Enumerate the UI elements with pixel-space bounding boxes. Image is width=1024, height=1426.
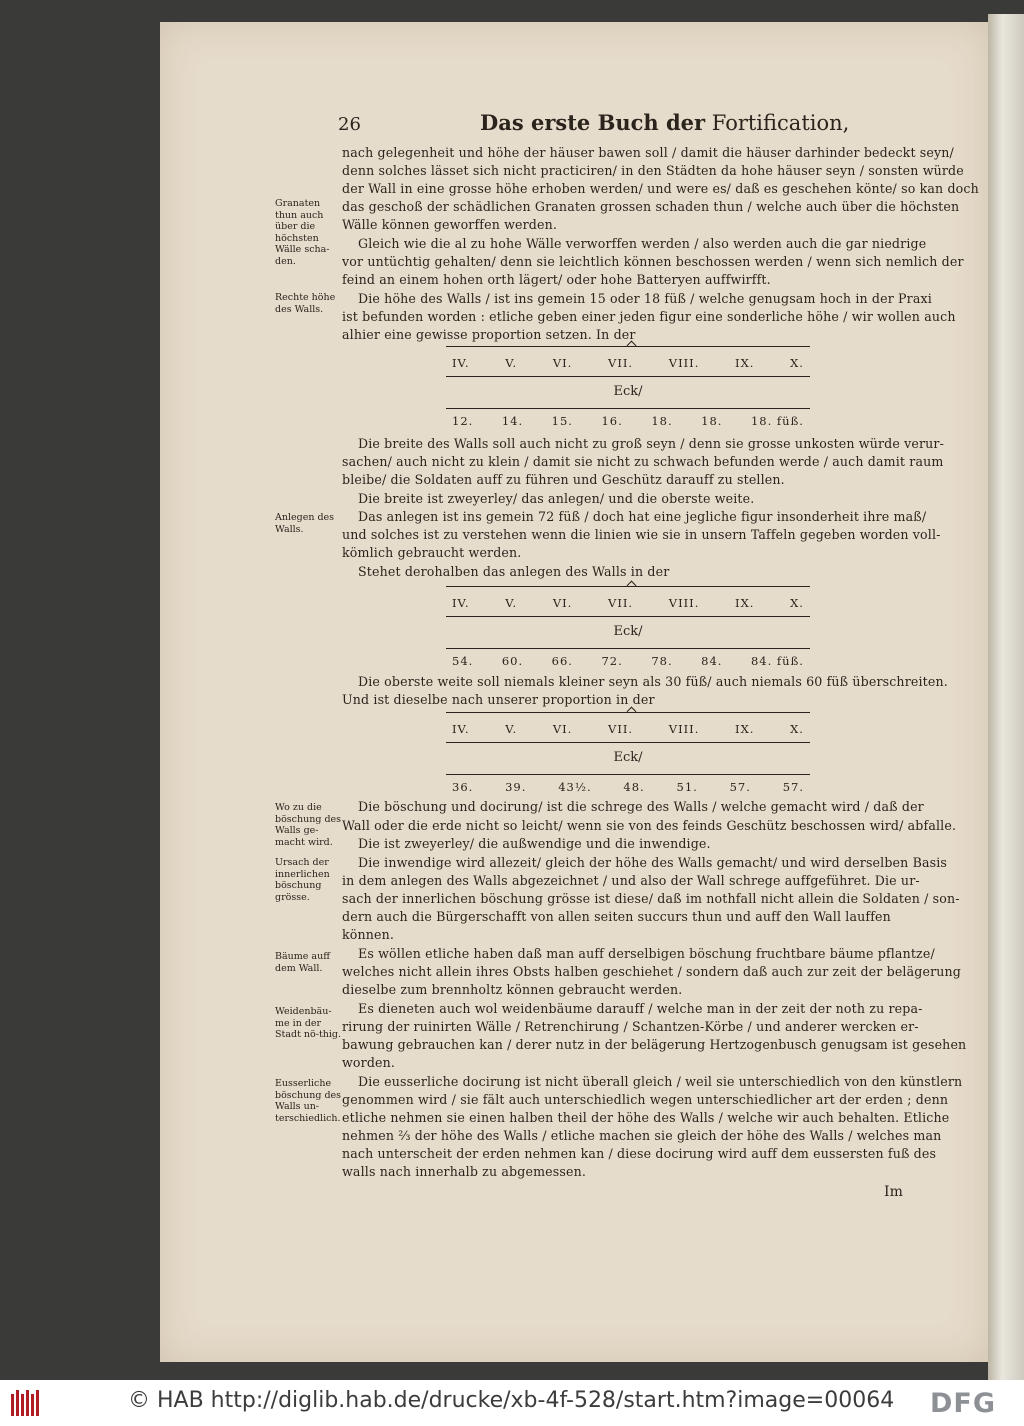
text-line: vor untüchtig gehalten/ denn sie leichtlich können beschossen werden / wenn sich nemlich der — [342, 254, 964, 269]
page-title — [480, 110, 849, 135]
text-line: walls nach innerhalb zu abgemessen. — [342, 1164, 587, 1179]
value-cell: 39. — [505, 780, 527, 794]
figure-label: VI. — [552, 722, 573, 736]
figure-label: V. — [505, 596, 518, 610]
value-cell: 60. — [501, 654, 524, 668]
text-line: Die breite des Walls soll auch nicht zu groß seyn / denn sie grosse unkosten würde verur- — [358, 436, 945, 451]
copyright-url[interactable]: © HAB http://diglib.hab.de/drucke/xb-4f-528/start.htm?image=00064 — [128, 1388, 895, 1413]
page-title-latin: Fortification, — [711, 111, 850, 135]
figure-label: IV. — [452, 596, 470, 610]
text-line: kömlich gebraucht werden. — [342, 545, 522, 560]
figure-label: V. — [505, 356, 518, 370]
text-line: bleibe/ die Soldaten auff zu führen und Geschütz darauff zu stellen. — [342, 472, 785, 487]
text-line: Die ist zweyerley/ die außwendige und die inwendige. — [358, 836, 711, 851]
table-wall-top-width — [446, 712, 810, 798]
brace — [446, 608, 810, 617]
text-line: nehmen ⅔ der höhe des Walls / etliche machen sie gleich der höhe des Walls / welches man — [342, 1128, 942, 1143]
figure-label: VI. — [552, 596, 573, 610]
value-cell: 51. — [676, 780, 698, 794]
margin-note: Weidenbäu-me in der Stadt nö-thig. — [275, 1006, 342, 1040]
text-line: Die breite ist zweyerley/ das anlegen/ und die oberste weite. — [358, 491, 755, 506]
text-line: bawung gebrauchen kan / derer nutz in der belägerung Hertzogenbusch genugsam ist gesehen — [342, 1037, 967, 1052]
margin-note: Anlegen des Walls. — [275, 512, 335, 535]
text-line: Das anlegen ist ins gemein 72 füß / doch hat eine jegliche figur insonderheit ihre maß/ — [358, 509, 927, 524]
text-line: und solches ist zu verstehen wenn die linien wie sie in unsern Taffeln gegeben worden voll- — [342, 527, 941, 542]
value-cell: 43½. — [558, 780, 592, 794]
figure-label: VIII. — [668, 722, 700, 736]
text-line: Es wöllen etliche haben daß man auff derselbigen böschung fruchtbare bäume pflantze/ — [358, 946, 935, 961]
footer-bar — [0, 1380, 1024, 1426]
value-cell: 12. — [452, 414, 474, 428]
margin-note: Granaten thun auch über die höchsten Wälle scha-den. — [275, 198, 330, 267]
brace — [446, 640, 810, 649]
value-cell: 66. — [551, 654, 573, 668]
value-row — [452, 780, 804, 794]
value-cell: 48. — [623, 780, 645, 794]
brace — [446, 712, 810, 721]
text-line: worden. — [342, 1055, 396, 1070]
table-wall-height — [446, 346, 810, 432]
margin-note: Bäume auff dem Wall. — [275, 951, 330, 974]
adjacent-page-edge — [988, 14, 1024, 1380]
margin-note: Rechte höhe des Walls. — [275, 292, 336, 315]
brace — [446, 346, 810, 355]
text-line: in dem anlegen des Walls abgezeichnet / und also der Wall schrege auffgeführet. Die ur- — [342, 873, 920, 888]
brace — [446, 368, 810, 377]
value-cell: 57. — [782, 780, 804, 794]
margin-note: Eusserliche böschung des Walls un-terschiedlich. — [275, 1078, 342, 1124]
value-cell: 36. — [452, 780, 474, 794]
figure-label: IV. — [452, 722, 470, 736]
text-line: denn solches lässet sich nicht practiciren/ in den Städten da hohe häuser seyn / sonsten würde — [342, 163, 964, 178]
dfg-logo: DFG — [930, 1388, 997, 1419]
margin-note: Wo zu die böschung des Walls ge-macht wird. — [275, 802, 342, 848]
value-cell: 84. füß. — [750, 654, 804, 668]
figure-label: X. — [790, 722, 804, 736]
value-cell: 78. — [651, 654, 673, 668]
text-line: etliche nehmen sie einen halben theil der höhe des Walls / welche wir auch behalten. Etliche — [342, 1110, 950, 1125]
text-line: dieselbe zum brennholtz können gebraucht werden. — [342, 982, 683, 997]
figure-label: X. — [790, 596, 804, 610]
text-line: alhier eine gewisse proportion setzen. In der — [342, 327, 636, 342]
value-cell: 18. — [651, 414, 673, 428]
text-line: Wall oder die erde nicht so leicht/ wenn sie von des feinds Geschütz beschossen wird/ abfalle. — [342, 818, 957, 833]
text-line: Die höhe des Walls / ist ins gemein 15 oder 18 füß / welche genugsam hoch in der Praxi — [358, 291, 932, 306]
figure-label: VII. — [608, 356, 634, 370]
brace — [446, 586, 810, 595]
page-title-german: Das erste Buch der — [480, 110, 706, 135]
text-line: sach der innerlichen böschung grösse ist diese/ daß im nothfall nicht allein die Soldaten / son- — [342, 891, 960, 906]
text-line: dern auch die Bürgerschafft von allen seiten succurs thun und auff den Wall lauffen — [342, 909, 891, 924]
text-line: Und ist dieselbe nach unserer proportion in der — [342, 692, 655, 707]
text-line: nach unterscheit der erden nehmen kan / diese docirung wird auff dem eussersten fuß des — [342, 1146, 937, 1161]
figure-label: V. — [505, 722, 518, 736]
value-row — [452, 654, 804, 668]
figure-label: IX. — [735, 596, 755, 610]
text-line: das geschoß der schädlichen Granaten grossen schaden thun / welche auch über die höchsten — [342, 199, 960, 214]
catchword: Im — [884, 1184, 904, 1200]
brace — [446, 400, 810, 409]
value-cell: 18. füß. — [750, 414, 804, 428]
figure-label: IV. — [452, 356, 470, 370]
text-line: genommen wird / sie fält auch unterschiedlich wegen unterschiedlicher art der erden ; denn — [342, 1092, 949, 1107]
figure-label: VII. — [608, 596, 634, 610]
text-line: Die eusserliche docirung ist nicht überall gleich / weil sie unterschiedlich von den künstlern — [358, 1074, 963, 1089]
value-cell: 57. — [729, 780, 751, 794]
figure-label: VII. — [608, 722, 634, 736]
text-line: ist befunden worden : etliche geben einer jeden figur eine sonderliche höhe / wir wollen auch — [342, 309, 956, 324]
value-cell: 15. — [551, 414, 573, 428]
margin-note: Ursach der innerlichen böschung grösse. — [275, 857, 330, 903]
figure-label: IX. — [735, 722, 755, 736]
text-line: Wälle können geworffen werden. — [342, 217, 558, 232]
text-line: Gleich wie die al zu hohe Wälle verworffen werden / also werden auch die gar niedrige — [358, 236, 927, 251]
value-cell: 84. — [701, 654, 723, 668]
value-cell: 54. — [452, 654, 474, 668]
brace — [446, 766, 810, 775]
value-cell: 18. — [701, 414, 723, 428]
brace — [446, 734, 810, 743]
value-cell: 14. — [501, 414, 524, 428]
eck-label: Eck/ — [613, 750, 643, 765]
figure-label: VI. — [552, 356, 573, 370]
text-line: welches nicht allein ihres Obsts halben geschiehet / sondern daß auch zur zeit der belägerung — [342, 964, 961, 979]
text-line: Stehet derohalben das anlegen des Walls in der — [358, 564, 670, 579]
text-line: nach gelegenheit und höhe der häuser bawen soll / damit die häuser darhinder bedeckt seyn/ — [342, 145, 954, 160]
table-wall-base — [446, 586, 810, 672]
text-line: können. — [342, 927, 395, 942]
text-line: feind an einem hohen orth lägert/ oder hohe Batteryen auffwirfft. — [342, 272, 771, 287]
eck-label: Eck/ — [613, 384, 643, 399]
text-line: Die oberste weite soll niemals kleiner seyn als 30 füß/ auch niemals 60 füß überschreiten. — [358, 674, 948, 689]
value-row — [452, 414, 804, 428]
text-line: Die inwendige wird allezeit/ gleich der höhe des Walls gemacht/ und wird derselben Basis — [358, 855, 948, 870]
eck-label: Eck/ — [613, 624, 643, 639]
figure-label: IX. — [735, 356, 755, 370]
figure-label: X. — [790, 356, 804, 370]
text-line: Es dieneten auch wol weidenbäume darauff / welche man in der zeit der noth zu repa- — [358, 1001, 923, 1016]
text-line: der Wall in eine grosse höhe erhoben werden/ und were es/ daß es geschehen könte/ so kan doch — [342, 181, 979, 196]
page-number: 26 — [338, 114, 361, 135]
text-line: Die böschung und docirung/ ist die schrege des Walls / welche gemacht wird / daß der — [358, 799, 924, 814]
text-line: rirung der ruinirten Wälle / Retrenchirung / Schantzen-Körbe / und anderer wercken er- — [342, 1019, 919, 1034]
value-cell: 16. — [601, 414, 623, 428]
figure-label: VIII. — [668, 356, 700, 370]
value-cell: 72. — [601, 654, 623, 668]
text-line: sachen/ auch nicht zu klein / damit sie nicht zu schwach befunden werde / auch damit raum — [342, 454, 944, 469]
figure-label: VIII. — [668, 596, 700, 610]
hab-logo-icon — [8, 1386, 44, 1420]
